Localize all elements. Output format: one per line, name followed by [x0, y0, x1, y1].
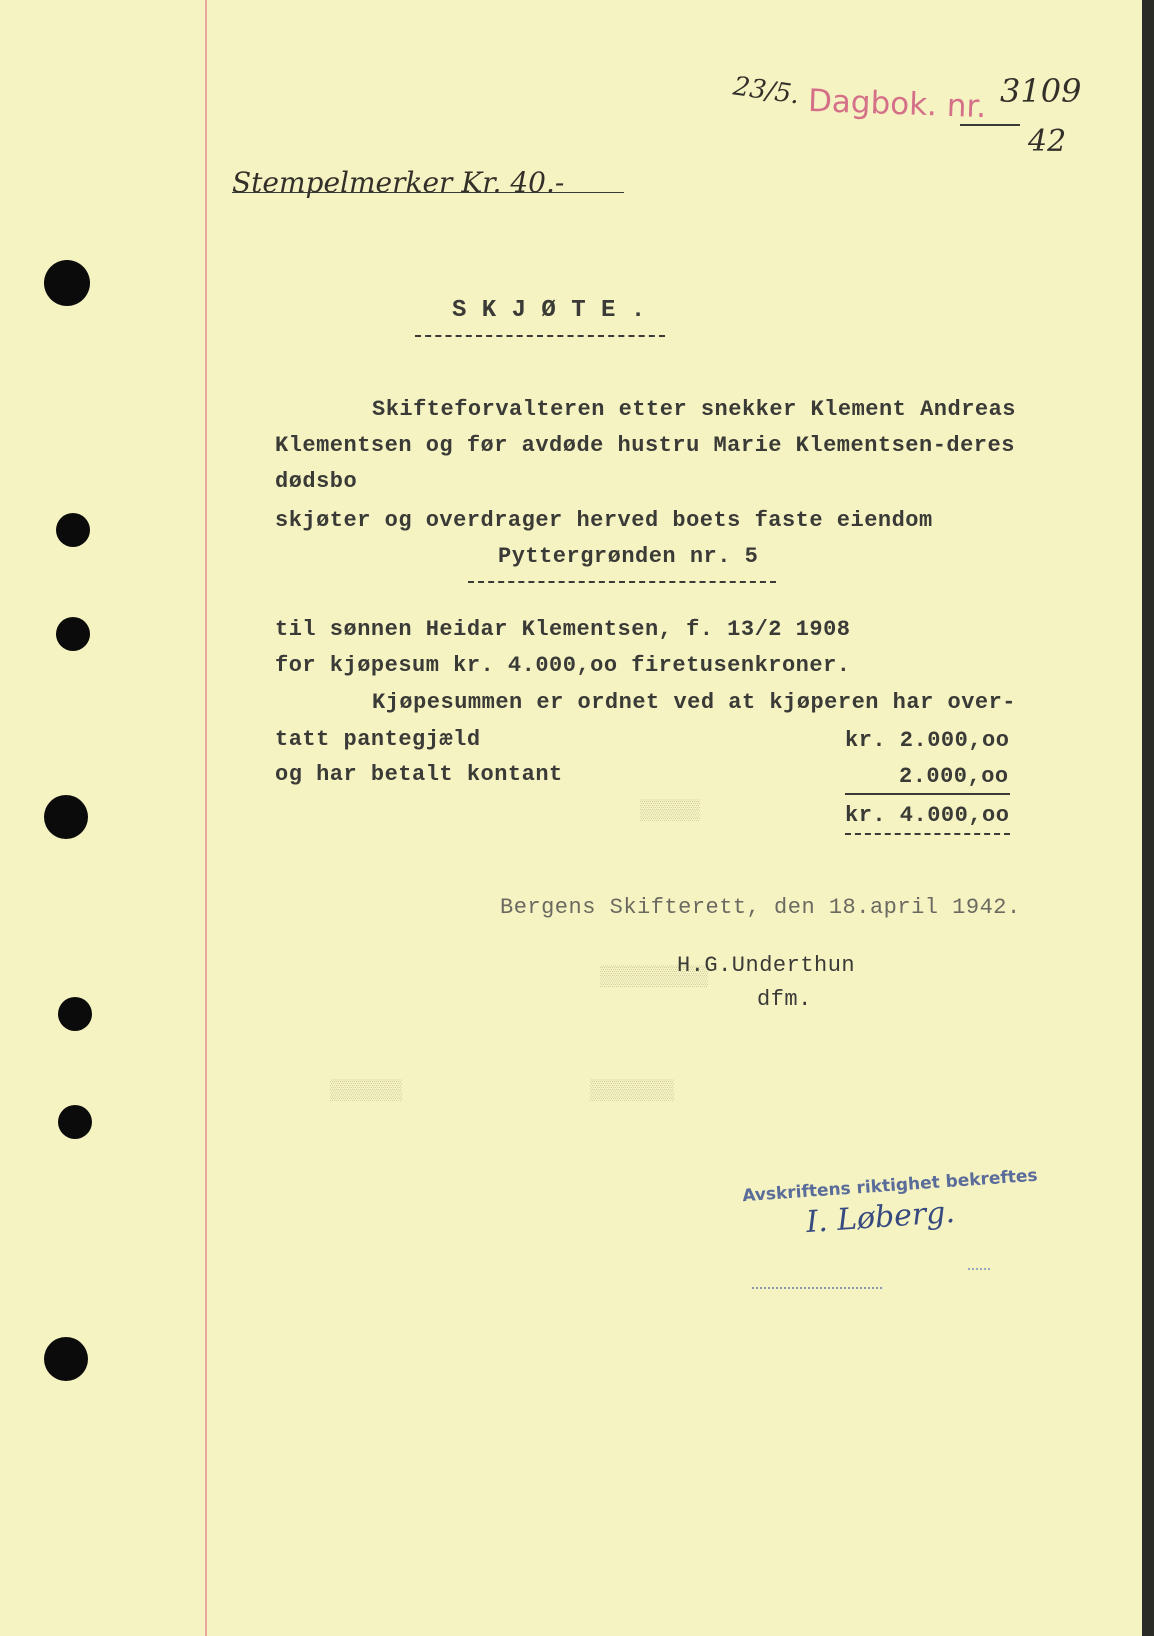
fee-underline — [232, 192, 624, 193]
certification-signature: I. Løberg. — [804, 1194, 956, 1241]
title-underline — [415, 335, 665, 337]
margin-line — [205, 0, 207, 1636]
document-title: S K J Ø T E . — [452, 297, 646, 324]
punch-hole — [58, 997, 92, 1031]
certification-stamp: Avskriftens riktighet bekreftes — [741, 1165, 1039, 1207]
body-line-3: dødsbo — [275, 469, 358, 494]
property-underline — [468, 581, 776, 583]
body-line-4: skjøter og overdrager herved boets faste eiendom — [275, 508, 933, 533]
stamp-dagbok-label: Dagbok. nr. — [807, 82, 987, 126]
punch-hole — [44, 795, 88, 839]
stamp-fee-note: Stempelmerker Kr. 40.- — [232, 166, 565, 199]
body-line-2: Klementsen og før avdøde hustru Marie Klementsen-deres — [275, 433, 1015, 458]
punch-hole — [58, 1105, 92, 1139]
certification-mark — [968, 1268, 990, 1270]
body-line-6: for kjøpesum kr. 4.000,oo firetusenkroner. — [275, 653, 851, 678]
bleed-through-mark: ▒▒▒▒▒▒ — [330, 1080, 403, 1103]
bleed-through-mark: ▒▒▒▒▒▒▒▒▒ — [600, 966, 709, 989]
punch-hole — [44, 1337, 88, 1381]
amount-total: kr. 4.000,oo — [845, 803, 1010, 828]
bleed-through-mark: ▒▒▒▒▒▒▒ — [590, 1080, 675, 1103]
amount-mortgage: kr. 2.000,oo — [845, 728, 1010, 753]
body-line-1: Skifteforvalteren etter snekker Klement Andreas — [372, 397, 1017, 422]
punch-hole — [56, 513, 90, 547]
bleed-through-mark: ▒▒▒▒▒ — [640, 800, 701, 823]
stamp-year: 42 — [1028, 124, 1067, 159]
body-line-7: Kjøpesummen er ordnet ved at kjøperen har over- — [372, 690, 1017, 715]
stamp-date: 23/5. — [731, 71, 802, 111]
body-line-5: til sønnen Heidar Klementsen, f. 13/2 1908 — [275, 617, 851, 642]
punch-hole — [56, 617, 90, 651]
certification-line — [752, 1287, 882, 1289]
punch-hole — [44, 260, 90, 306]
body-line-8: tatt pantegjæld — [275, 727, 481, 752]
place-date: Bergens Skifterett, den 18.april 1942. — [500, 895, 1021, 920]
stamp-number-rule — [960, 124, 1020, 126]
signer-title: dfm. — [757, 987, 812, 1012]
total-underline — [845, 833, 1010, 835]
stamp-number: 3109 — [1000, 72, 1082, 110]
body-line-9: og har betalt kontant — [275, 762, 563, 787]
property-name: Pyttergrønden nr. 5 — [498, 544, 759, 569]
sum-rule — [845, 793, 1010, 795]
signer-name: H.G.Underthun — [677, 953, 856, 978]
amount-cash: 2.000,oo — [899, 764, 1009, 789]
